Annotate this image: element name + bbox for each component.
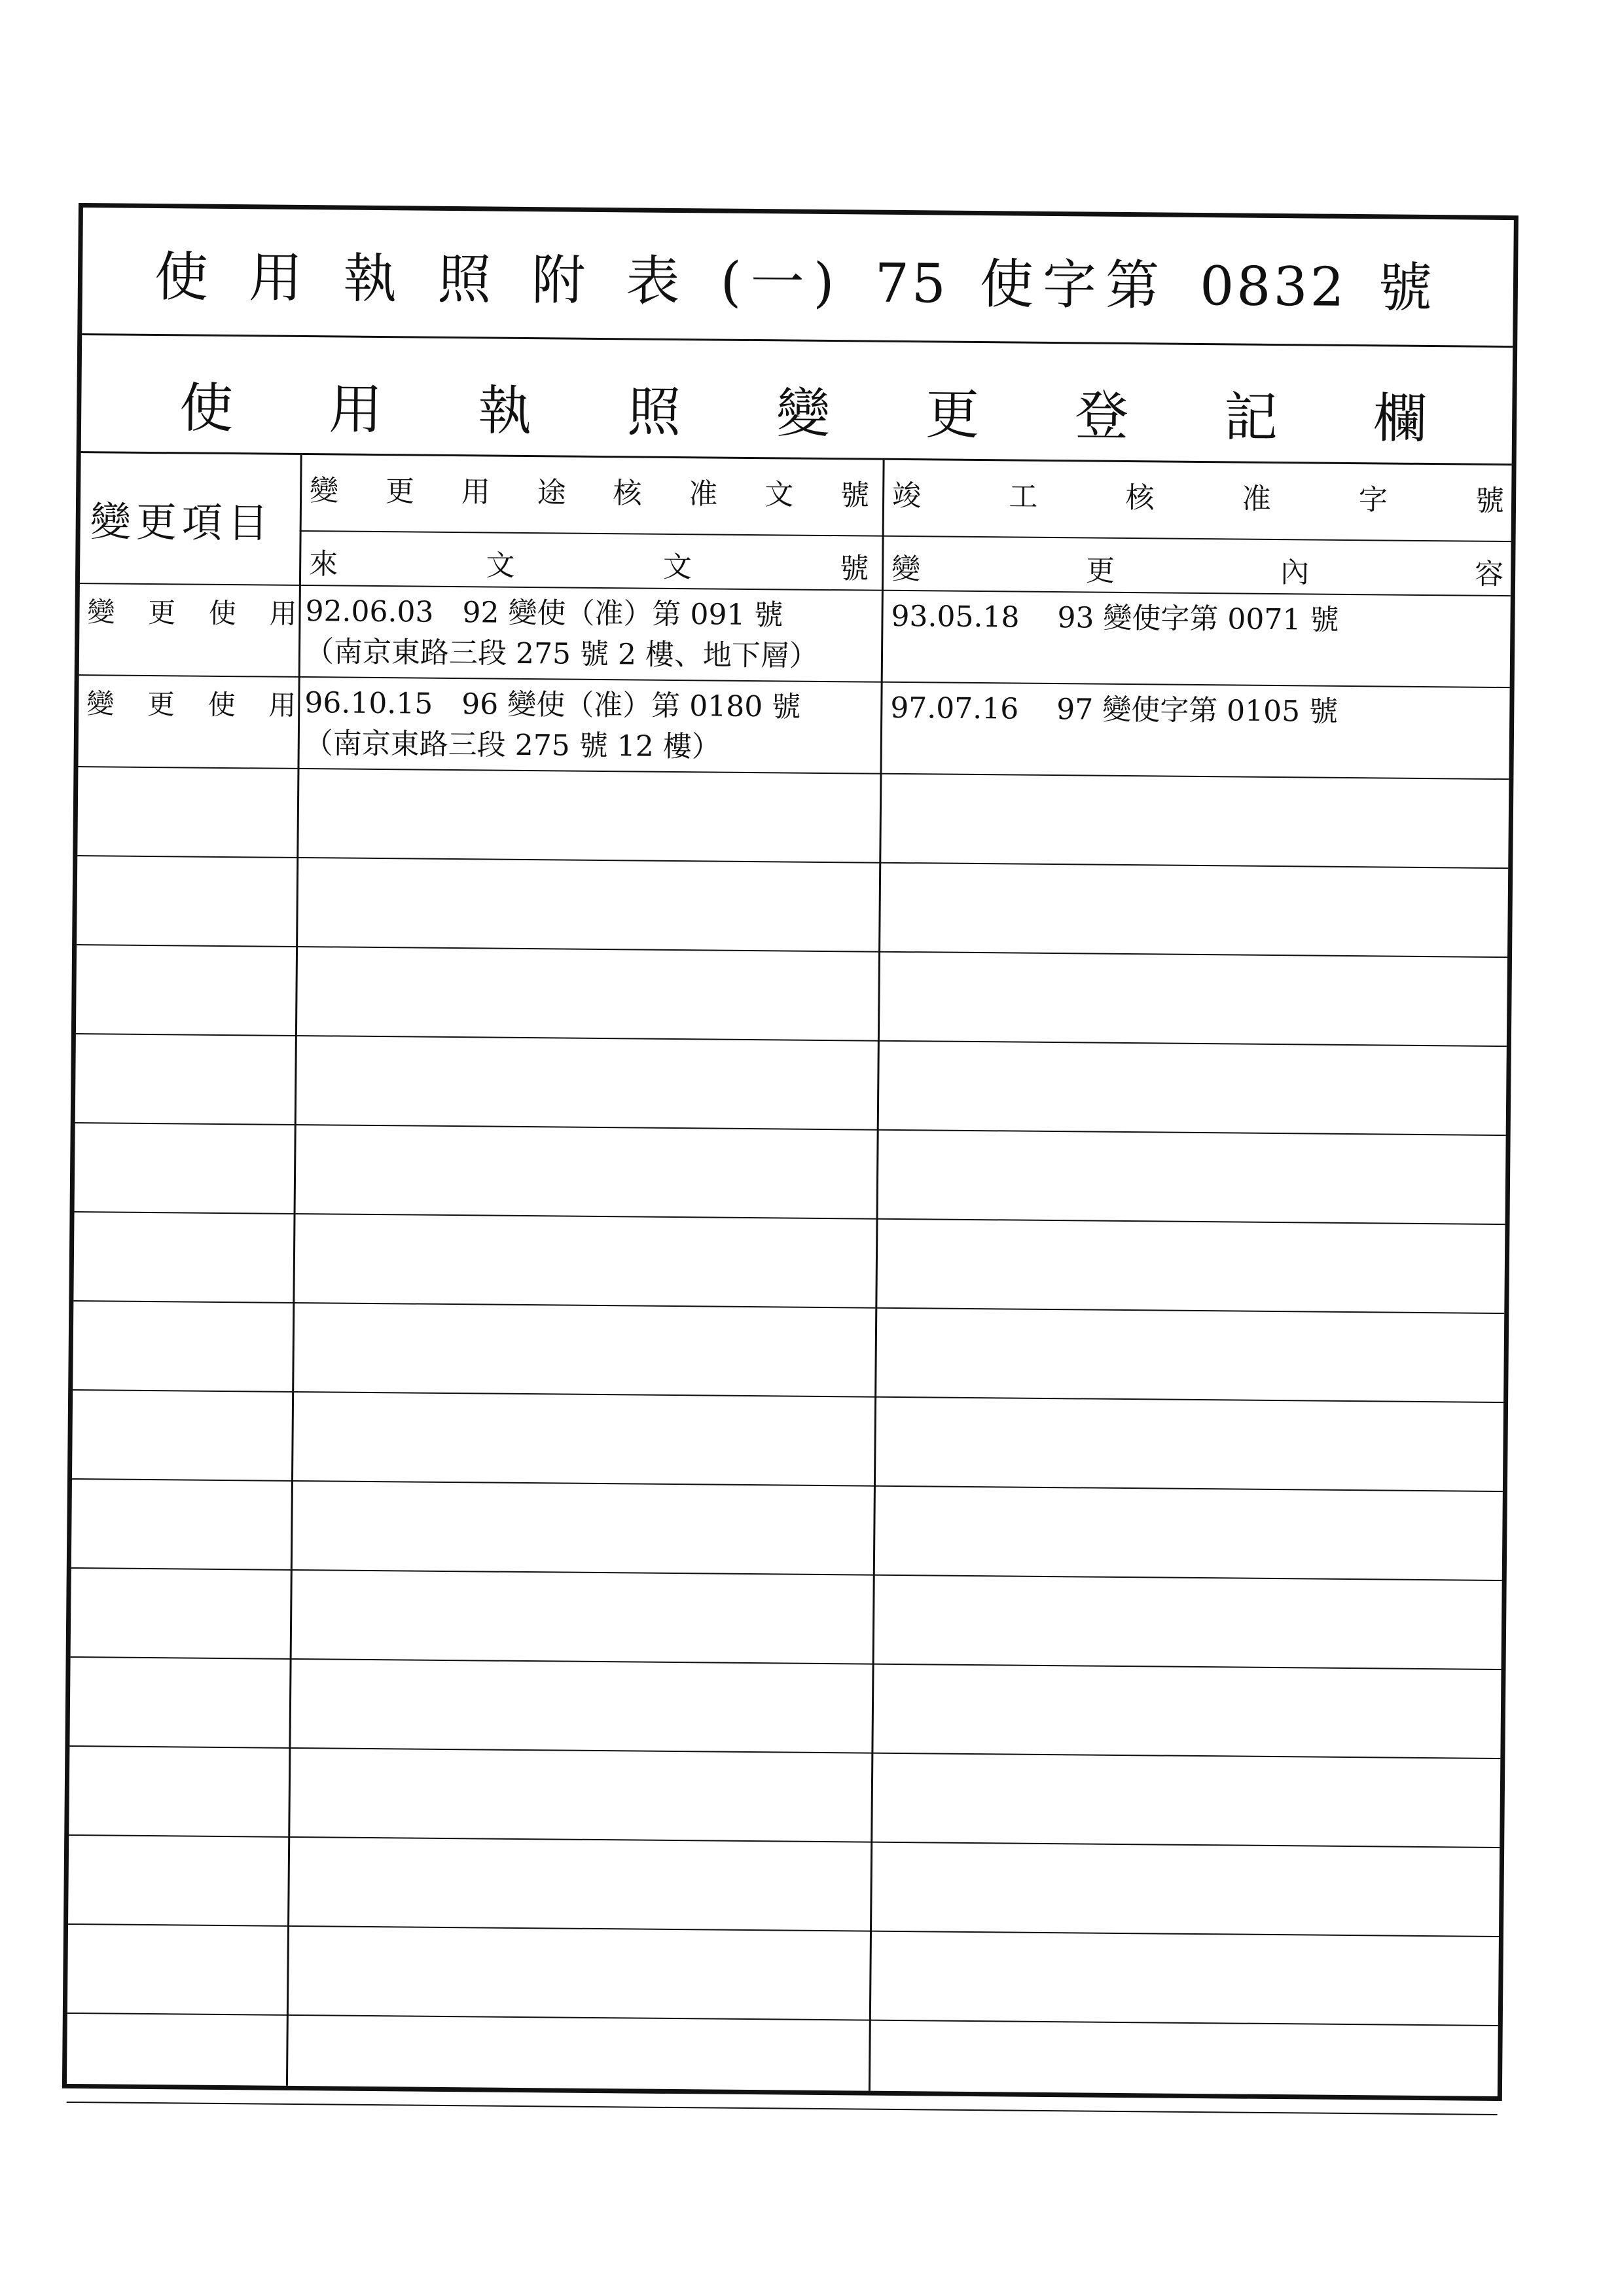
- item-char: 更: [147, 687, 175, 721]
- approval-number: 92.06.03 92 變使（准）第 091 號: [305, 594, 783, 632]
- header-char: 號: [839, 552, 869, 586]
- subtitle-band: [81, 335, 1513, 465]
- header-char: 更: [1085, 554, 1115, 588]
- license-year: 75: [874, 252, 949, 316]
- page-subtitle: [179, 365, 1428, 453]
- change-record-grid: [67, 453, 1512, 2096]
- header-char: 變: [891, 552, 921, 587]
- approval-address: （南京東路三段 275 號 2 樓、地下層）: [304, 635, 819, 673]
- page-title: [82, 234, 1514, 323]
- item-char: 變: [87, 596, 115, 629]
- header-char: 內: [1280, 556, 1310, 590]
- approval-number: 96.10.15 96 變使（准）第 0180 號: [304, 686, 801, 724]
- header-char: 來: [308, 547, 338, 581]
- header-char: 號: [1475, 484, 1505, 519]
- blank-row-line: [67, 453, 1512, 2115]
- title-suffix: 號: [1378, 257, 1442, 320]
- license-type: 使字第: [979, 253, 1169, 318]
- title-char: 執: [342, 247, 406, 311]
- license-number: 0832: [1199, 255, 1348, 319]
- header-char: 核: [1125, 481, 1155, 515]
- header-char: 文: [662, 550, 692, 585]
- subtitle-char: 欄: [1373, 388, 1428, 450]
- header-char: 工: [1009, 480, 1038, 514]
- header-char: 文: [486, 549, 515, 583]
- subtitle-char: 用: [328, 378, 383, 442]
- header-char: 竣: [891, 479, 922, 513]
- title-char: 使: [154, 246, 218, 309]
- item-char: 用: [268, 689, 297, 721]
- header-char: 容: [1474, 557, 1504, 592]
- subtitle-char: 使: [179, 377, 234, 441]
- title-char: 用: [248, 247, 312, 310]
- header-char: 字: [1358, 483, 1388, 517]
- title-char: 附: [531, 249, 595, 312]
- title-band: [82, 208, 1514, 348]
- completion-number: 97.07.16 97 變使字第 0105 號: [890, 691, 1339, 729]
- approval-address: （南京東路三段 275 號 12 樓）: [304, 727, 721, 764]
- header-char: 變: [309, 474, 339, 508]
- subtitle-char: 照: [626, 381, 681, 445]
- item-char: 更: [147, 596, 176, 629]
- item-char: 用: [269, 597, 297, 630]
- subtitle-char: 變: [776, 382, 831, 446]
- column-header-item: 變更項目: [90, 498, 274, 547]
- header-char: 核: [613, 477, 642, 511]
- item-char: 使: [208, 596, 237, 630]
- item-char: 變: [86, 687, 115, 720]
- title-char: 表: [626, 250, 689, 314]
- header-char: 更: [385, 475, 415, 509]
- subtitle-char: 記: [1223, 386, 1278, 449]
- header-char: 用: [461, 475, 491, 509]
- header-char: 准: [689, 477, 718, 511]
- subtitle-char: 更: [925, 384, 980, 447]
- subtitle-char: 登: [1074, 385, 1129, 448]
- header-char: 途: [537, 476, 566, 510]
- header-char: 文: [764, 478, 794, 512]
- header-char: 號: [840, 479, 870, 513]
- title-char: 照: [437, 248, 501, 312]
- title-paren: (一): [720, 251, 844, 315]
- usage-license-annex-table: [62, 203, 1519, 2101]
- item-char: 使: [207, 688, 236, 721]
- completion-number: 93.05.18 93 變使字第 0071 號: [891, 599, 1339, 637]
- header-char: 准: [1242, 482, 1271, 516]
- subtitle-char: 執: [477, 380, 532, 443]
